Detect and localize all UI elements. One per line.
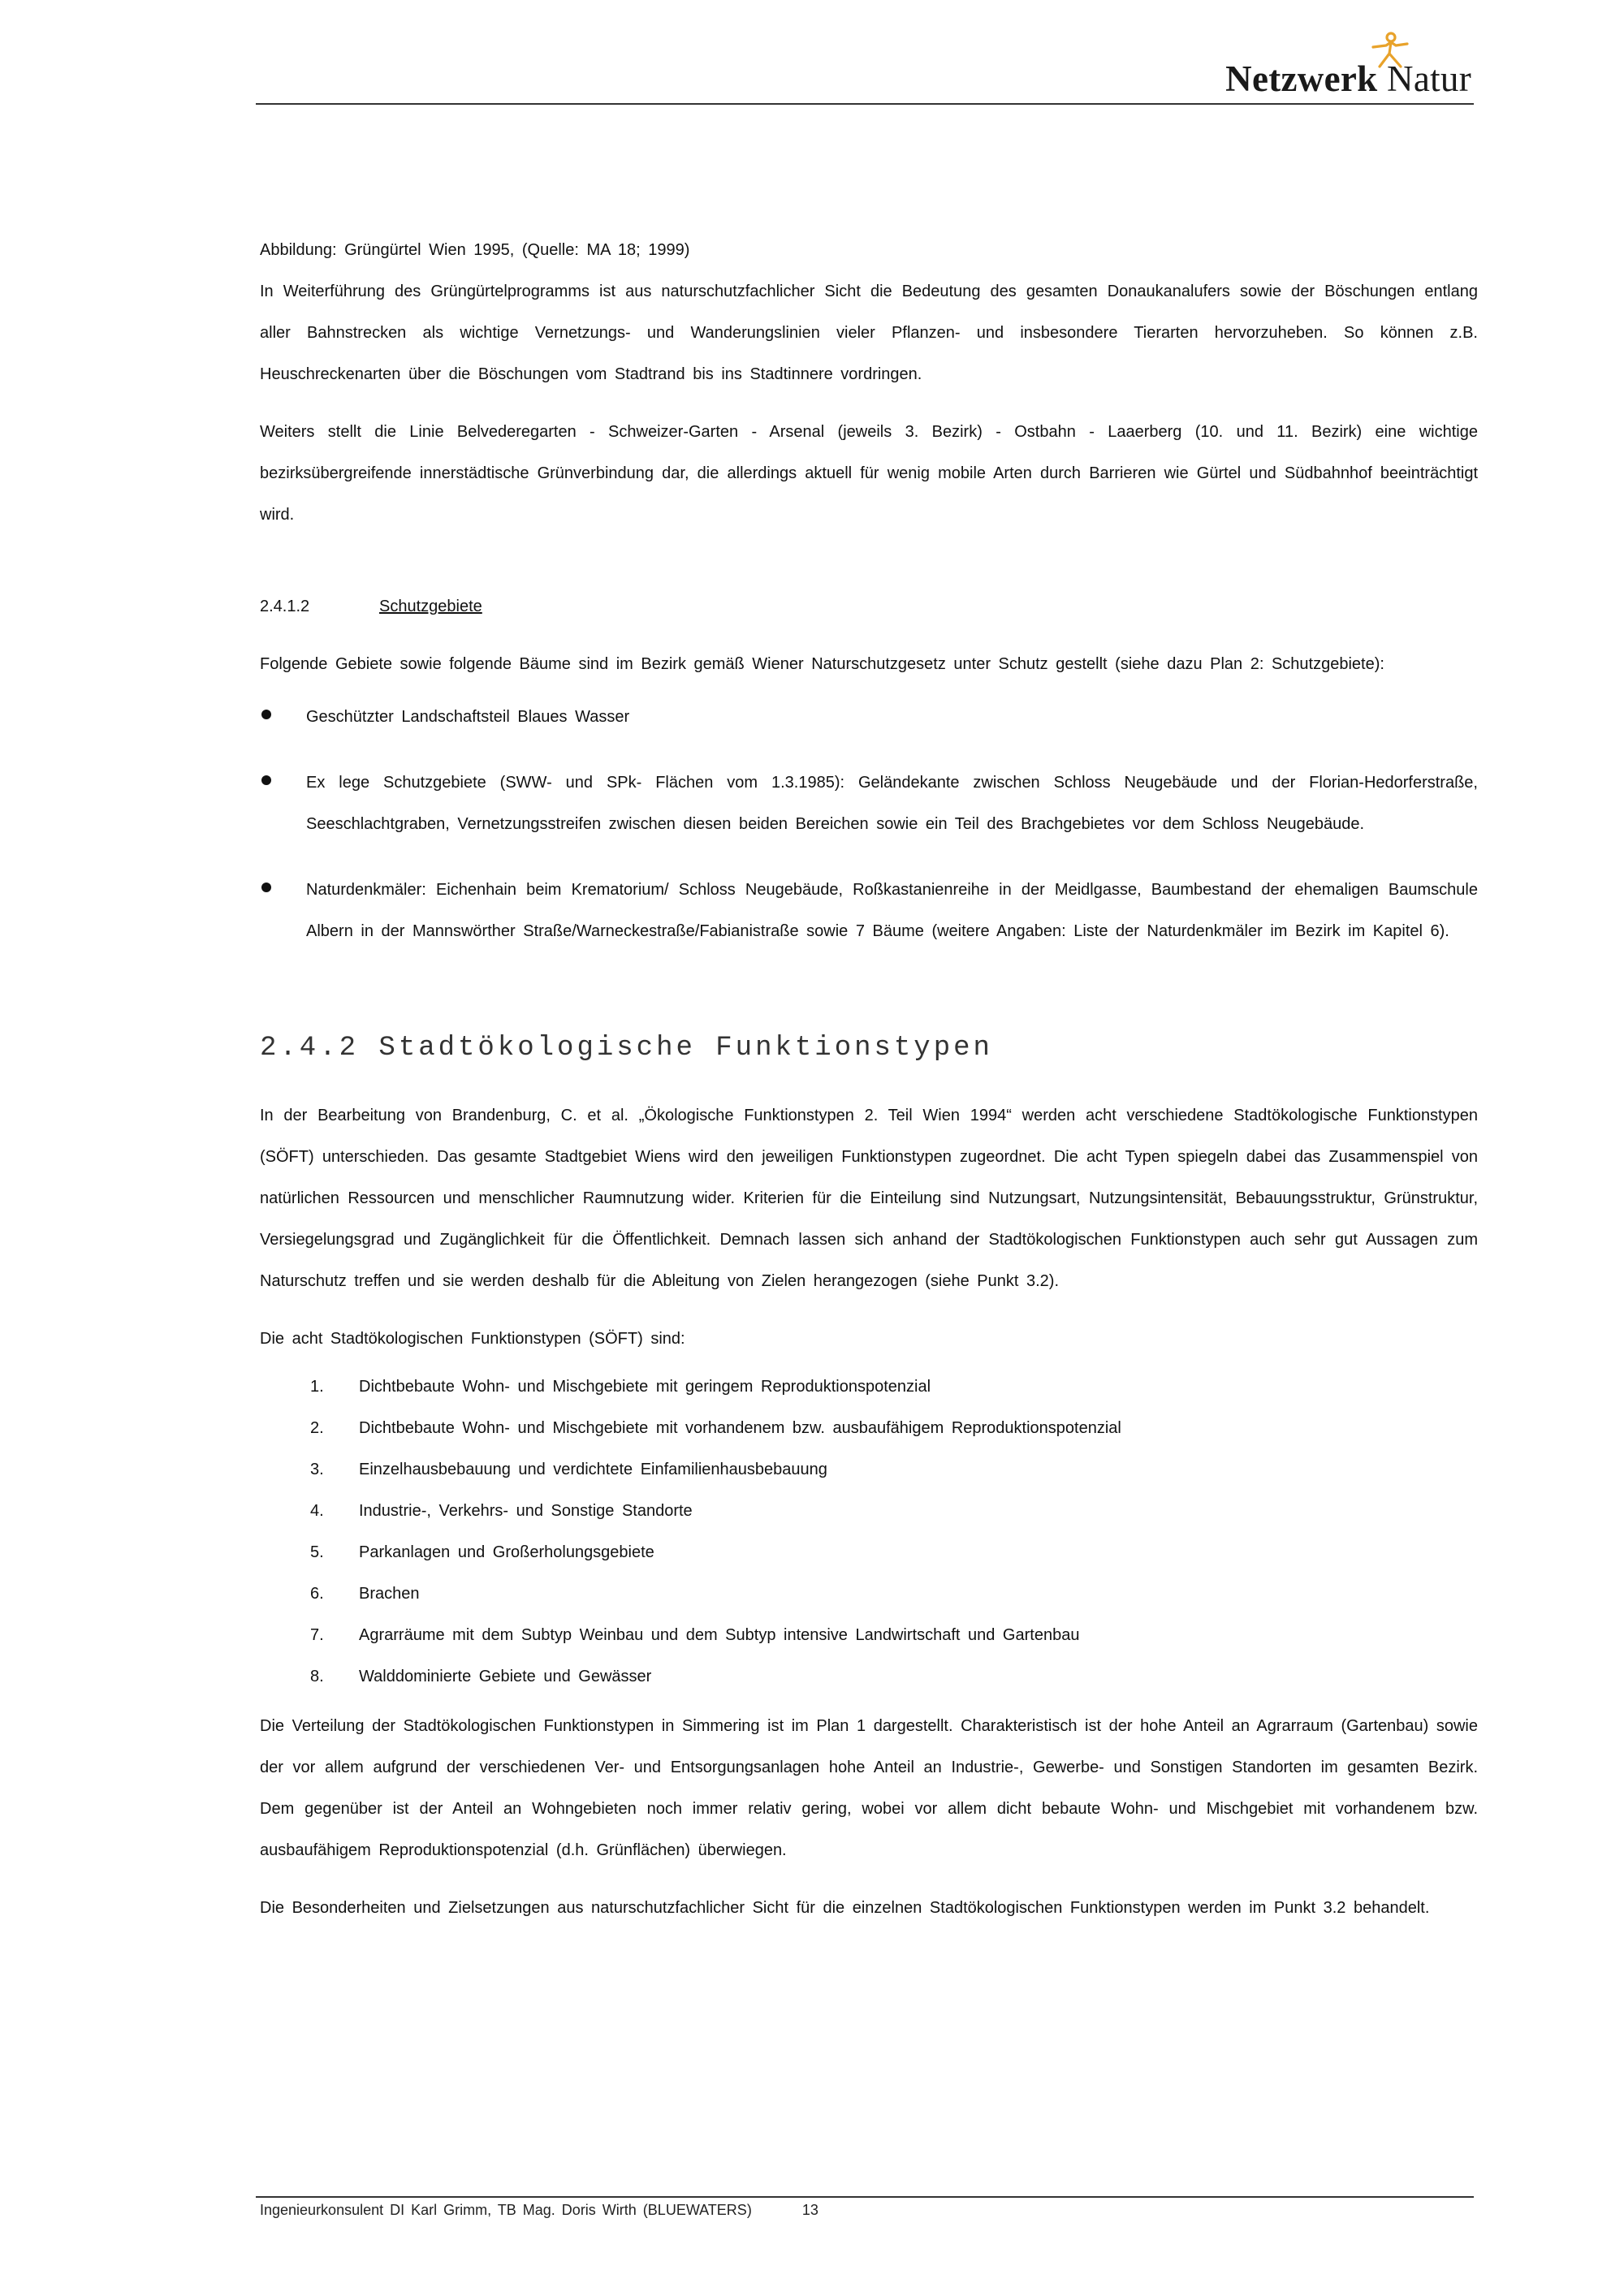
list-text: Agrarräume mit dem Subtyp Weinbau und dem Subtyp intensive Landwirtschaft und Gartenbau bbox=[359, 1626, 1080, 1644]
list-text: Einzelhausbebauung und verdichtete Einfamilienhausbebauung bbox=[359, 1461, 827, 1478]
subsection-heading bbox=[260, 586, 1478, 628]
section-heading: 2.4.2 Stadtökologische Funktionstypen bbox=[260, 1033, 993, 1064]
list-item-text: Geschützter Landschaftsteil Blaues Wasser bbox=[306, 708, 630, 726]
logo-word-bold: Netzwerk bbox=[1225, 58, 1378, 99]
list-text: Parkanlagen und Großerholungsgebiete bbox=[359, 1543, 654, 1561]
schutz-intro: Folgende Gebiete sowie folgende Bäume sind im Bezirk gemäß Wiener Naturschutzgesetz unter Schutz gestellt (siehe dazu Plan 2: Schutzgebiete): bbox=[260, 655, 1384, 673]
list-item bbox=[260, 1656, 1478, 1698]
list-text: Dichtbebaute Wohn- und Mischgebiete mit geringem Reproduktionspotenzial bbox=[359, 1378, 931, 1396]
figure-caption: Abbildung: Grüngürtel Wien 1995, (Quelle: MA 18; 1999) bbox=[260, 241, 690, 259]
soeft-intro: In der Bearbeitung von Brandenburg, C. et al. „Ökologische Funktionstypen 2. Teil Wien 1994“ werden acht verschiedene Stadtökologische Funktionstypen (SÖFT) unterschieden. Das gesamte Stadtgebiet Wiens wird den jeweiligen Funktionstypen zugeordnet. Die acht Typen spiegeln dabei das Zusammenspiel von natürlichen Ressourcen und menschlicher Raumnutzung wider. Kriterien für die Einteilung sind Nutzungsart, Nutzungsintensität, Bebauungsstruktur, Grünstruktur, Versiegelungsgrad und Zugänglichkeit für die Öffentlichkeit. Demnach lassen sich anhand der Stadtökologischen Funktionstypen auch sehr gut Aussagen zum Naturschutz treffen und sie werden deshalb für die Ableitung von Zielen herangezogen (siehe Punkt 3.2). bbox=[260, 1107, 1478, 1290]
page-number: 13 bbox=[801, 2202, 818, 2218]
paragraph-outro-2: Die Besonderheiten und Zielsetzungen aus naturschutzfachlicher Sicht für die einzelnen Stadtökologischen Funktionstypen werden im Punkt 3.2 behandelt. bbox=[260, 1899, 1430, 1917]
page-content bbox=[260, 230, 1478, 1929]
subsection-number: 2.4.1.2 bbox=[260, 598, 310, 615]
bullet-icon bbox=[261, 710, 271, 719]
list-item bbox=[260, 762, 1478, 845]
list-item bbox=[260, 1491, 1478, 1532]
list-number: 7. bbox=[310, 1626, 324, 1644]
list-item bbox=[260, 1449, 1478, 1491]
list-number: 5. bbox=[310, 1543, 324, 1561]
bullet-icon bbox=[261, 883, 271, 892]
list-item bbox=[260, 1408, 1478, 1449]
list-number: 8. bbox=[310, 1668, 324, 1685]
list-item bbox=[260, 1532, 1478, 1573]
paragraph-intro-2: Weiters stellt die Linie Belvederegarten - Schweizer-Garten - Arsenal (jeweils 3. Bezirk) - Ostbahn - Laaerberg (10. und 11. Bezirk) eine wichtige bezirksübergreifende innerstädtische Grünverbindung dar, die allerdings aktuell für wenig mobile Arten durch Barrieren wie Gürtel und Südbahnhof beeinträchtigt wird. bbox=[260, 423, 1478, 524]
list-item-text: Ex lege Schutzgebiete (SWW- und SPk- Flächen vom 1.3.1985): Geländekante zwischen Schloss Neugebäude und der Florian-Hedorferstraße, Seeschlachtgraben, Vernetzungsstreifen zwischen diesen beiden Bereichen sowie ein Teil des Brachgebietes vor dem Schloss Neugebäude. bbox=[306, 774, 1478, 833]
list-text: Brachen bbox=[359, 1585, 420, 1603]
bullet-icon bbox=[261, 775, 271, 785]
list-number: 3. bbox=[310, 1461, 324, 1478]
footer-authors: Ingenieurkonsulent DI Karl Grimm, TB Mag. Doris Wirth (BLUEWATERS) bbox=[260, 2202, 752, 2218]
list-item bbox=[260, 1615, 1478, 1656]
logo-word-regular: Natur bbox=[1387, 58, 1471, 99]
list-item-text: Naturdenkmäler: Eichenhain beim Krematorium/ Schloss Neugebäude, Roßkastanienreihe in der Meidlgasse, Baumbestand der ehemaligen Baumschule Albern in der Mannswörther Straße/Warneckestraße/Fabianistraße sowie 7 Bäume (weitere Angaben: Liste der Naturdenkmäler im Bezirk im Kapitel 6). bbox=[306, 881, 1478, 940]
list-text: Walddominierte Gebiete und Gewässer bbox=[359, 1668, 652, 1685]
list-item bbox=[260, 870, 1478, 952]
list-item bbox=[260, 1366, 1478, 1408]
list-text: Dichtbebaute Wohn- und Mischgebiete mit vorhandenem bzw. ausbaufähigem Reproduktionspotenzial bbox=[359, 1419, 1121, 1437]
soeft-list-intro: Die acht Stadtökologischen Funktionstypen (SÖFT) sind: bbox=[260, 1330, 685, 1348]
footer-divider bbox=[256, 2196, 1474, 2198]
paragraph-outro-1: Die Verteilung der Stadtökologischen Funktionstypen in Simmering ist im Plan 1 dargestellt. Charakteristisch ist der hohe Anteil an Agrarraum (Gartenbau) sowie der vor allem aufgrund der verschiedenen Ver- und Entsorgungsanlagen hohe Anteil an Industrie-, Gewerbe- und Sonstigen Standorten im gesamten Bezirk. Dem gegenüber ist der Anteil an Wohngebieten noch immer relativ gering, wobei vor allem dicht bebaute Wohn- und Mischgebiet mit vorhandenem bzw. ausbaufähigem Reproduktionspotenzial (d.h. Grünflächen) überwiegen. bbox=[260, 1717, 1478, 1859]
soeft-list bbox=[260, 1366, 1478, 1698]
schutz-list bbox=[260, 697, 1478, 952]
list-text: Industrie-, Verkehrs- und Sonstige Standorte bbox=[359, 1502, 693, 1520]
subsection-title: Schutzgebiete bbox=[379, 598, 482, 615]
list-number: 1. bbox=[310, 1378, 324, 1396]
logo-wordmark bbox=[1225, 58, 1471, 100]
header-logo bbox=[1203, 31, 1471, 100]
list-item bbox=[260, 697, 1478, 738]
paragraph-intro-1: In Weiterführung des Grüngürtelprogramms ist aus naturschutzfachlicher Sicht die Bedeutung des gesamten Donaukanalufers sowie der Böschungen entlang aller Bahnstrecken als wichtige Vernetzungs- und Wanderungslinien vieler Pflanzen- und insbesondere Tierarten hervorzuheben. So können z.B. Heuschreckenarten über die Böschungen vom Stadtrand bis ins Stadtinnere vordringen. bbox=[260, 283, 1478, 383]
list-number: 2. bbox=[310, 1419, 324, 1437]
list-number: 6. bbox=[310, 1585, 324, 1603]
footer bbox=[260, 2202, 818, 2219]
list-number: 4. bbox=[310, 1502, 324, 1520]
header-divider bbox=[256, 103, 1474, 105]
list-item bbox=[260, 1573, 1478, 1615]
